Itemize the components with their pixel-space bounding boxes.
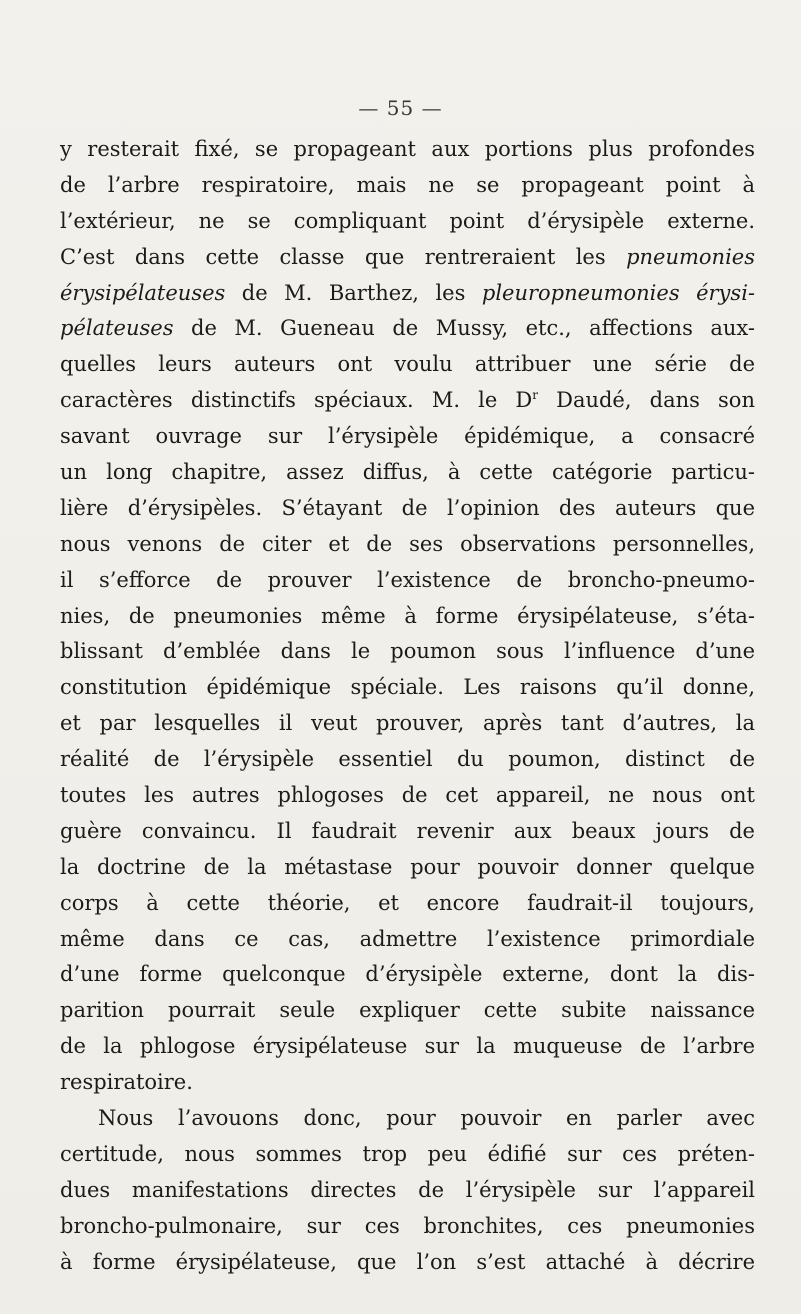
text-line xyxy=(60,850,755,886)
text-segment: à forme érysipélateuse, que l’on s’est attaché à décrire xyxy=(60,1249,755,1274)
text-line xyxy=(60,563,755,599)
text-segment: nous venons de citer et de ses observations personnelles, xyxy=(60,531,755,556)
text-segment: caractères distinctifs spéciaux. M. le D xyxy=(60,388,533,413)
text-segment: respiratoire. xyxy=(60,1070,193,1095)
text-segment: de la phlogose érysipélateuse sur la muqueuse de l’arbre xyxy=(60,1034,755,1059)
text-line xyxy=(60,922,755,958)
text-line xyxy=(60,527,755,563)
text-line xyxy=(60,1245,755,1281)
text-line xyxy=(60,1029,755,1065)
text-line xyxy=(60,276,755,312)
text-segment: un long chapitre, assez diffus, à cette catégorie particu- xyxy=(60,460,755,485)
text-segment: même dans ce cas, admettre l’existence primordiale xyxy=(60,926,755,951)
text-segment: C’est dans cette classe que rentreraient les xyxy=(60,244,627,269)
text-line xyxy=(60,491,755,527)
italic-text: pneumonies xyxy=(626,244,755,269)
text-line xyxy=(60,311,755,347)
text-line xyxy=(60,419,755,455)
text-segment: savant ouvrage sur l’érysipèle épidémique, a consacré xyxy=(60,424,755,449)
text-segment: blissant d’emblée dans le poumon sous l’influence d’une xyxy=(60,639,755,664)
text-line xyxy=(60,957,755,993)
text-segment: de l’arbre respiratoire, mais ne se propageant point à xyxy=(60,172,755,197)
text-line xyxy=(60,455,755,491)
text-line xyxy=(60,599,755,635)
text-segment: la doctrine de la métastase pour pouvoir donner quelque xyxy=(60,854,755,879)
text-line xyxy=(60,993,755,1029)
text-segment: broncho-pulmonaire, sur ces bronchites, ces pneumonies xyxy=(60,1213,755,1238)
text-line xyxy=(60,886,755,922)
text-segment: Daudé, dans son xyxy=(537,388,755,413)
text-segment: et par lesquelles il veut prouver, après tant d’autres, la xyxy=(60,711,755,736)
italic-text: pleuropneumonies érysi- xyxy=(481,280,756,305)
text-line xyxy=(60,814,755,850)
text-segment: il s’efforce de prouver l’existence de broncho-pneumo- xyxy=(60,567,755,592)
text-line xyxy=(60,168,755,204)
text-segment: lière d’érysipèles. S’étayant de l’opinion des auteurs que xyxy=(60,495,755,520)
text-line xyxy=(60,634,755,670)
text-segment: constitution épidémique spéciale. Les raisons qu’il donne, xyxy=(60,675,755,700)
italic-text: érysipélateuses xyxy=(60,280,226,305)
body-text xyxy=(60,132,755,1281)
text-segment: Nous l’avouons donc, pour pouvoir en parler avec xyxy=(98,1106,755,1131)
text-line xyxy=(60,1065,755,1101)
text-line xyxy=(60,240,755,276)
text-segment: dues manifestations directes de l’érysipèle sur l’appareil xyxy=(60,1177,755,1202)
text-segment: corps à cette théorie, et encore faudrait-il toujours, xyxy=(60,890,755,915)
text-line xyxy=(60,132,755,168)
text-segment: parition pourrait seule expliquer cette subite naissance xyxy=(60,998,755,1023)
text-segment: quelles leurs auteurs ont voulu attribuer une série de xyxy=(60,352,755,377)
text-segment: de M. Gueneau de Mussy, etc., affections aux- xyxy=(173,316,755,341)
text-line xyxy=(60,742,755,778)
text-segment: de M. Barthez, les xyxy=(225,280,482,305)
page-number: — 55 — xyxy=(358,96,443,120)
text-segment: toutes les autres phlogoses de cet appareil, ne nous ont xyxy=(60,783,755,808)
text-segment: l’extérieur, ne se compliquant point d’érysipèle externe. xyxy=(60,208,755,233)
text-segment: y resterait fixé, se propageant aux portions plus profondes xyxy=(60,137,755,161)
text-line xyxy=(60,383,755,419)
text-segment: d’une forme quelconque d’érysipèle externe, dont la dis- xyxy=(60,962,755,987)
text-segment: guère convaincu. Il faudrait revenir aux beaux jours de xyxy=(60,818,755,843)
text-line xyxy=(60,1173,755,1209)
superscript: r xyxy=(532,388,538,403)
text-line xyxy=(60,347,755,383)
text-segment: nies, de pneumonies même à forme érysipélateuse, s’éta- xyxy=(60,603,755,628)
text-line xyxy=(60,1209,755,1245)
text-line xyxy=(60,706,755,742)
text-segment: certitude, nous sommes trop peu édifié sur ces préten- xyxy=(60,1141,755,1166)
text-line xyxy=(60,778,755,814)
text-line xyxy=(60,1101,755,1137)
text-line xyxy=(60,1137,755,1173)
text-segment: réalité de l’érysipèle essentiel du poumon, distinct de xyxy=(60,747,755,772)
text-line xyxy=(60,670,755,706)
italic-text: pélateuses xyxy=(60,316,174,341)
text-line xyxy=(60,204,755,240)
